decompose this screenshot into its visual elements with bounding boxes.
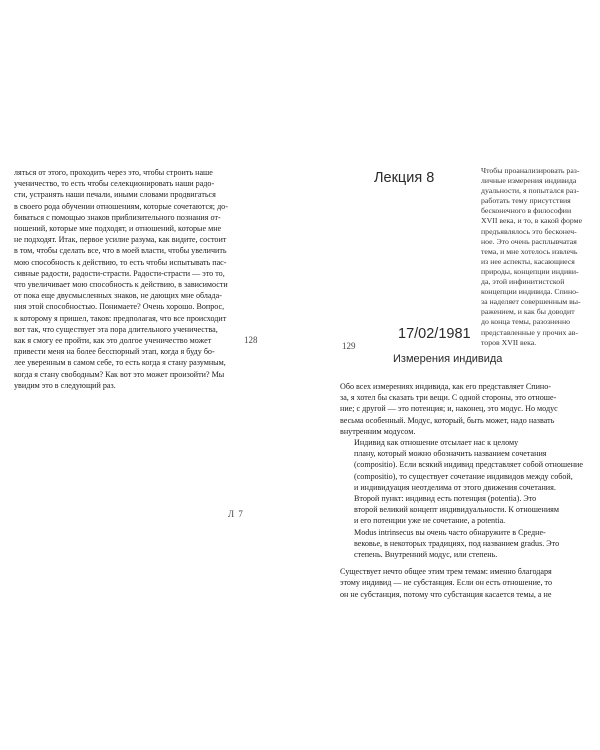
- left-page-body: [14, 167, 239, 391]
- text-line: ние; с другой — это потенция; и, наконец, это модус. Но модус: [340, 404, 558, 414]
- text-line: как я смогу ее пройти, как это долгое ученичество может: [14, 336, 212, 346]
- text-line: да, этой инфинитистской: [481, 277, 565, 287]
- text-line: XVII века, и то, в какой форме: [481, 216, 583, 226]
- text-line: природы, концепции индиви-: [481, 266, 579, 276]
- paragraph-5: [340, 566, 588, 600]
- text-line: дуальности, я попытался раз-: [481, 186, 579, 196]
- lecture-date: 17/02/1981: [398, 326, 471, 342]
- paragraph-2: [340, 437, 588, 493]
- text-line: плану, который можно обозначить названием сочетания: [354, 449, 547, 459]
- text-line: сивные радости, радости-страсти. Радости-страсти — это то,: [14, 268, 225, 278]
- left-page-footer: Л 7: [228, 509, 244, 519]
- text-line: вот так, что существует эта пора длительного ученичества,: [14, 324, 218, 334]
- text-line: Чтобы проанализировать раз-: [481, 166, 580, 175]
- paragraph-3: [340, 493, 588, 527]
- text-line: ражением, и как бы доводит: [481, 307, 575, 317]
- paragraph-1: [340, 381, 588, 437]
- text-line: ния этой способностью. Понимаете? Очень хорошо. Вопрос,: [14, 302, 225, 312]
- text-line: ученичество, то есть чтобы селекционировать наши радо-: [14, 179, 215, 189]
- text-line: бесконечного в философии: [481, 206, 572, 216]
- text-line: внутренним модусом.: [340, 426, 416, 436]
- text-line: от пока еще двусмысленных знаков, не дающих мне облада-: [14, 291, 222, 301]
- text-line: второй великий концепт индивидуальности. К отношениям: [354, 505, 560, 515]
- text-line: Modus intrinsecus вы очень часто обнаружите в Средне-: [354, 527, 546, 537]
- text-line: Второй пункт: индивид есть потенция (potentia). Это: [354, 494, 537, 504]
- text-line: когда я стану свободным? Как вот это может произойти? Мы: [14, 369, 225, 379]
- text-line: за наделяет совершенным вы-: [481, 297, 581, 307]
- text-line: в своего рода обучении отношениям, которые сочетаются; до-: [14, 201, 228, 211]
- text-line: представленные у прочих ав-: [481, 327, 579, 337]
- text-line: ношений, которые мне подходят, и отношений, которые мне: [14, 224, 222, 234]
- text-line: Индивид как отношение отсылает нас к целому: [354, 438, 519, 448]
- text-line: предъявлялось это бесконеч-: [481, 226, 577, 236]
- text-line: ное. Это очень расплывчатая: [481, 236, 577, 246]
- text-line: концепции индивида. Спино-: [481, 287, 579, 297]
- text-line: лее уверенным в самом себе, то есть когда я стану разумным,: [14, 358, 226, 368]
- text-line: и индивидуация неотделима от этого движения сочетания.: [354, 482, 556, 492]
- text-line: этому индивид — не субстанция. Если он есть отношение, то: [340, 578, 553, 588]
- page-number-left: 128: [244, 335, 258, 345]
- text-line: работать тему присутствия: [481, 196, 571, 206]
- text-line: вековье, в некоторых традициях, под названием gradus. Это: [354, 538, 560, 548]
- section-heading: Измерения индивида: [393, 353, 503, 365]
- text-line: привести меня на более бесспорный этап, когда я буду бо-: [14, 347, 215, 357]
- text-line: (compositio). Если всякий индивид представляет собой отношение: [354, 460, 583, 470]
- text-line: что увеличивает мою способность к действию, в зависимости: [14, 280, 228, 290]
- text-line: (compositio), то существует сочетание индивидов между собой,: [354, 471, 573, 481]
- text-line: весьма особенный. Модус, который, быть может, надо назвать: [340, 415, 555, 425]
- text-line: мою способность к действию, то есть чтобы испытывать пас-: [14, 257, 227, 267]
- text-line: ляться от этого, проходить через это, чтобы строить наше: [14, 168, 213, 177]
- text-line: сти, устранять наши печали, иными словами продвигаться: [14, 190, 216, 200]
- text-line: биваться с помощью знаков приблизительного познания от-: [14, 212, 221, 222]
- page-number-right: 129: [342, 341, 356, 351]
- text-line: степень. Внутренний модус, или степень.: [354, 550, 498, 560]
- text-line: не подходят. Итак, первое усилие разума, как видите, состоит: [14, 235, 227, 245]
- text-line: за, я хотел бы сказать три вещи. С одной стороны, это отноше-: [340, 393, 557, 403]
- text-line: в том, чтобы сделать все, что в моей власти, чтобы увеличить: [14, 246, 227, 256]
- text-line: Существует нечто общее этим трем темам: именно благодаря: [340, 567, 552, 577]
- text-line: он не субстанция, потому что субстанция касается темы, а не: [340, 589, 552, 599]
- text-line: из нее аспекты, касающиеся: [481, 256, 575, 266]
- text-line: до конца темы, разозненно: [481, 317, 571, 327]
- text-line: увидим это в следующий раз.: [14, 380, 116, 390]
- text-line: личные измерения индивида: [481, 176, 577, 186]
- text-line: тема, и мне хотелось извлечь: [481, 246, 578, 256]
- lecture-abstract: [481, 166, 586, 348]
- text-line: Обо всех измерениях индивида, как его представляет Спино-: [340, 382, 552, 391]
- text-line: к которому я пришел, таков: предполагая, что все происходит: [14, 313, 227, 323]
- lecture-title: Лекция 8: [374, 170, 435, 186]
- text-line: и его потенции уже не сочетание, а potentia.: [354, 516, 506, 526]
- paragraph-4: [340, 527, 588, 561]
- right-page-body: [340, 381, 588, 600]
- text-line: торов XVII века.: [481, 337, 537, 347]
